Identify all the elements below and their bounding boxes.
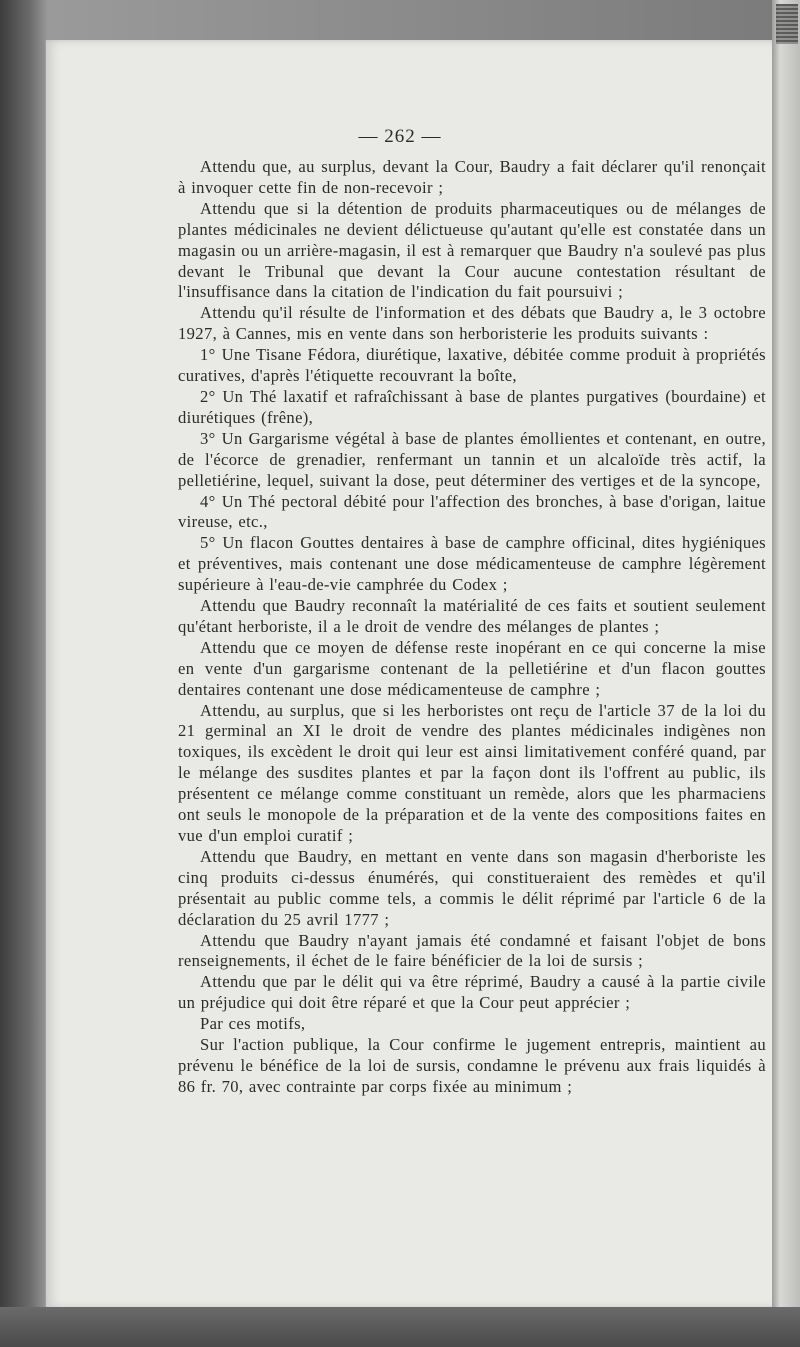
paragraph: Sur l'action publique, la Cour confirme le jugement entrepris, maintient au prévenu le bénéfice de la loi de sursis, condamne le prévenu aux frais liquidés à 86 fr. 70, avec contrainte par corps fixée au minimum ; bbox=[178, 1035, 766, 1096]
paragraph: Attendu qu'il résulte de l'information et des débats que Baudry a, le 3 octobre 1927, à Cannes, mis en vente dans son herboristerie les produits suivants : bbox=[178, 303, 766, 344]
paragraph: Attendu que Baudry, en mettant en vente dans son magasin d'herboriste les cinq produits ci-dessus énumérés, qui constitueraient des remèdes et qu'il présentait au public comme tels, a commis le délit réprimé par l'article 6 de la déclaration du 25 avril 1777 ; bbox=[178, 846, 766, 929]
list-item-3: 3° Un Gargarisme végétal à base de plantes émollientes et contenant, en outre, de l'écorce de grenadier, renfermant un tannin et un alcaloïde très actif, la pelletiérine, lequel, suivant la dose, peut déterminer des vertiges et de la syncope, bbox=[178, 428, 766, 490]
list-item-2: 2° Un Thé laxatif et rafraîchissant à base de plantes purgatives (bourdaine) et diurétiques (frêne), bbox=[178, 386, 766, 427]
paragraph: Attendu que si la détention de produits pharmaceutiques ou de mélanges de plantes médicinales ne devient délictueuse qu'autant qu'elle est constatée dans un magasin ou un arrière-magasin, il est à remarquer que Baudry n'a soulevé pas plus devant le Tribunal que devant la Cour aucune contestation résultant de l'insuffisance dans la citation de l'indication du fait poursuivi ; bbox=[178, 198, 766, 302]
list-item-4: 4° Un Thé pectoral débité pour l'affection des bronches, à base d'origan, laitue vireuse, etc., bbox=[178, 491, 766, 532]
paragraph: Attendu que ce moyen de défense reste inopérant en ce qui concerne la mise en vente d'un gargarisme contenant de la pelletiérine et d'un flacon gouttes dentaires contenant une dose médicamenteuse de camphre ; bbox=[178, 637, 766, 699]
scan-bottom-border bbox=[0, 1307, 800, 1347]
paragraph: Attendu que, au surplus, devant la Cour, Baudry a fait déclarer qu'il renonçait à invoquer cette fin de non-recevoir ; bbox=[178, 157, 766, 197]
paragraph: Attendu, au surplus, que si les herboristes ont reçu de l'article 37 de la loi du 21 germinal an XI le droit de vendre des plantes médicinales indigènes non toxiques, ils excèdent le droit qui leur est ainsi limitativement conféré quand, par le mélange des susdites plantes et par la façon dont ils l'offrent au public, ils présentent ce mélange comme constituant un remède, alors que les pharmaciens ont seuls le monopole de la préparation et de la vente des compositions faites en vue d'un emploi curatif ; bbox=[178, 700, 766, 845]
paragraph: Par ces motifs, bbox=[200, 1014, 306, 1034]
paragraph: Attendu que par le délit qui va être réprimé, Baudry a causé à la partie civile un préjudice qui doit être réparé et que la Cour peut apprécier ; bbox=[178, 972, 766, 1013]
list-item-1: 1° Une Tisane Fédora, diurétique, laxative, débitée comme produit à propriétés curatives, d'après l'étiquette recouvrant la boîte, bbox=[178, 345, 766, 386]
page-number: — 262 — bbox=[358, 126, 442, 147]
paragraph: Attendu que Baudry n'ayant jamais été condamné et faisant l'objet de bons renseignements, il échet de le faire bénéficier de la loi de sursis ; bbox=[178, 930, 766, 971]
body-text bbox=[178, 157, 766, 1098]
book-binding-edge bbox=[772, 0, 800, 1347]
list-item-5: 5° Un flacon Gouttes dentaires à base de camphre officinal, dites hygiéniques et préventives, mais contenant une dose médicamenteuse de camphre légèrement supérieure à l'eau-de-vie camphrée du Codex ; bbox=[178, 533, 766, 595]
paragraph: Attendu que Baudry reconnaît la matérialité de ces faits et soutient seulement qu'étant herboriste, il a le droit de vendre des mélanges de plantes ; bbox=[178, 596, 766, 636]
